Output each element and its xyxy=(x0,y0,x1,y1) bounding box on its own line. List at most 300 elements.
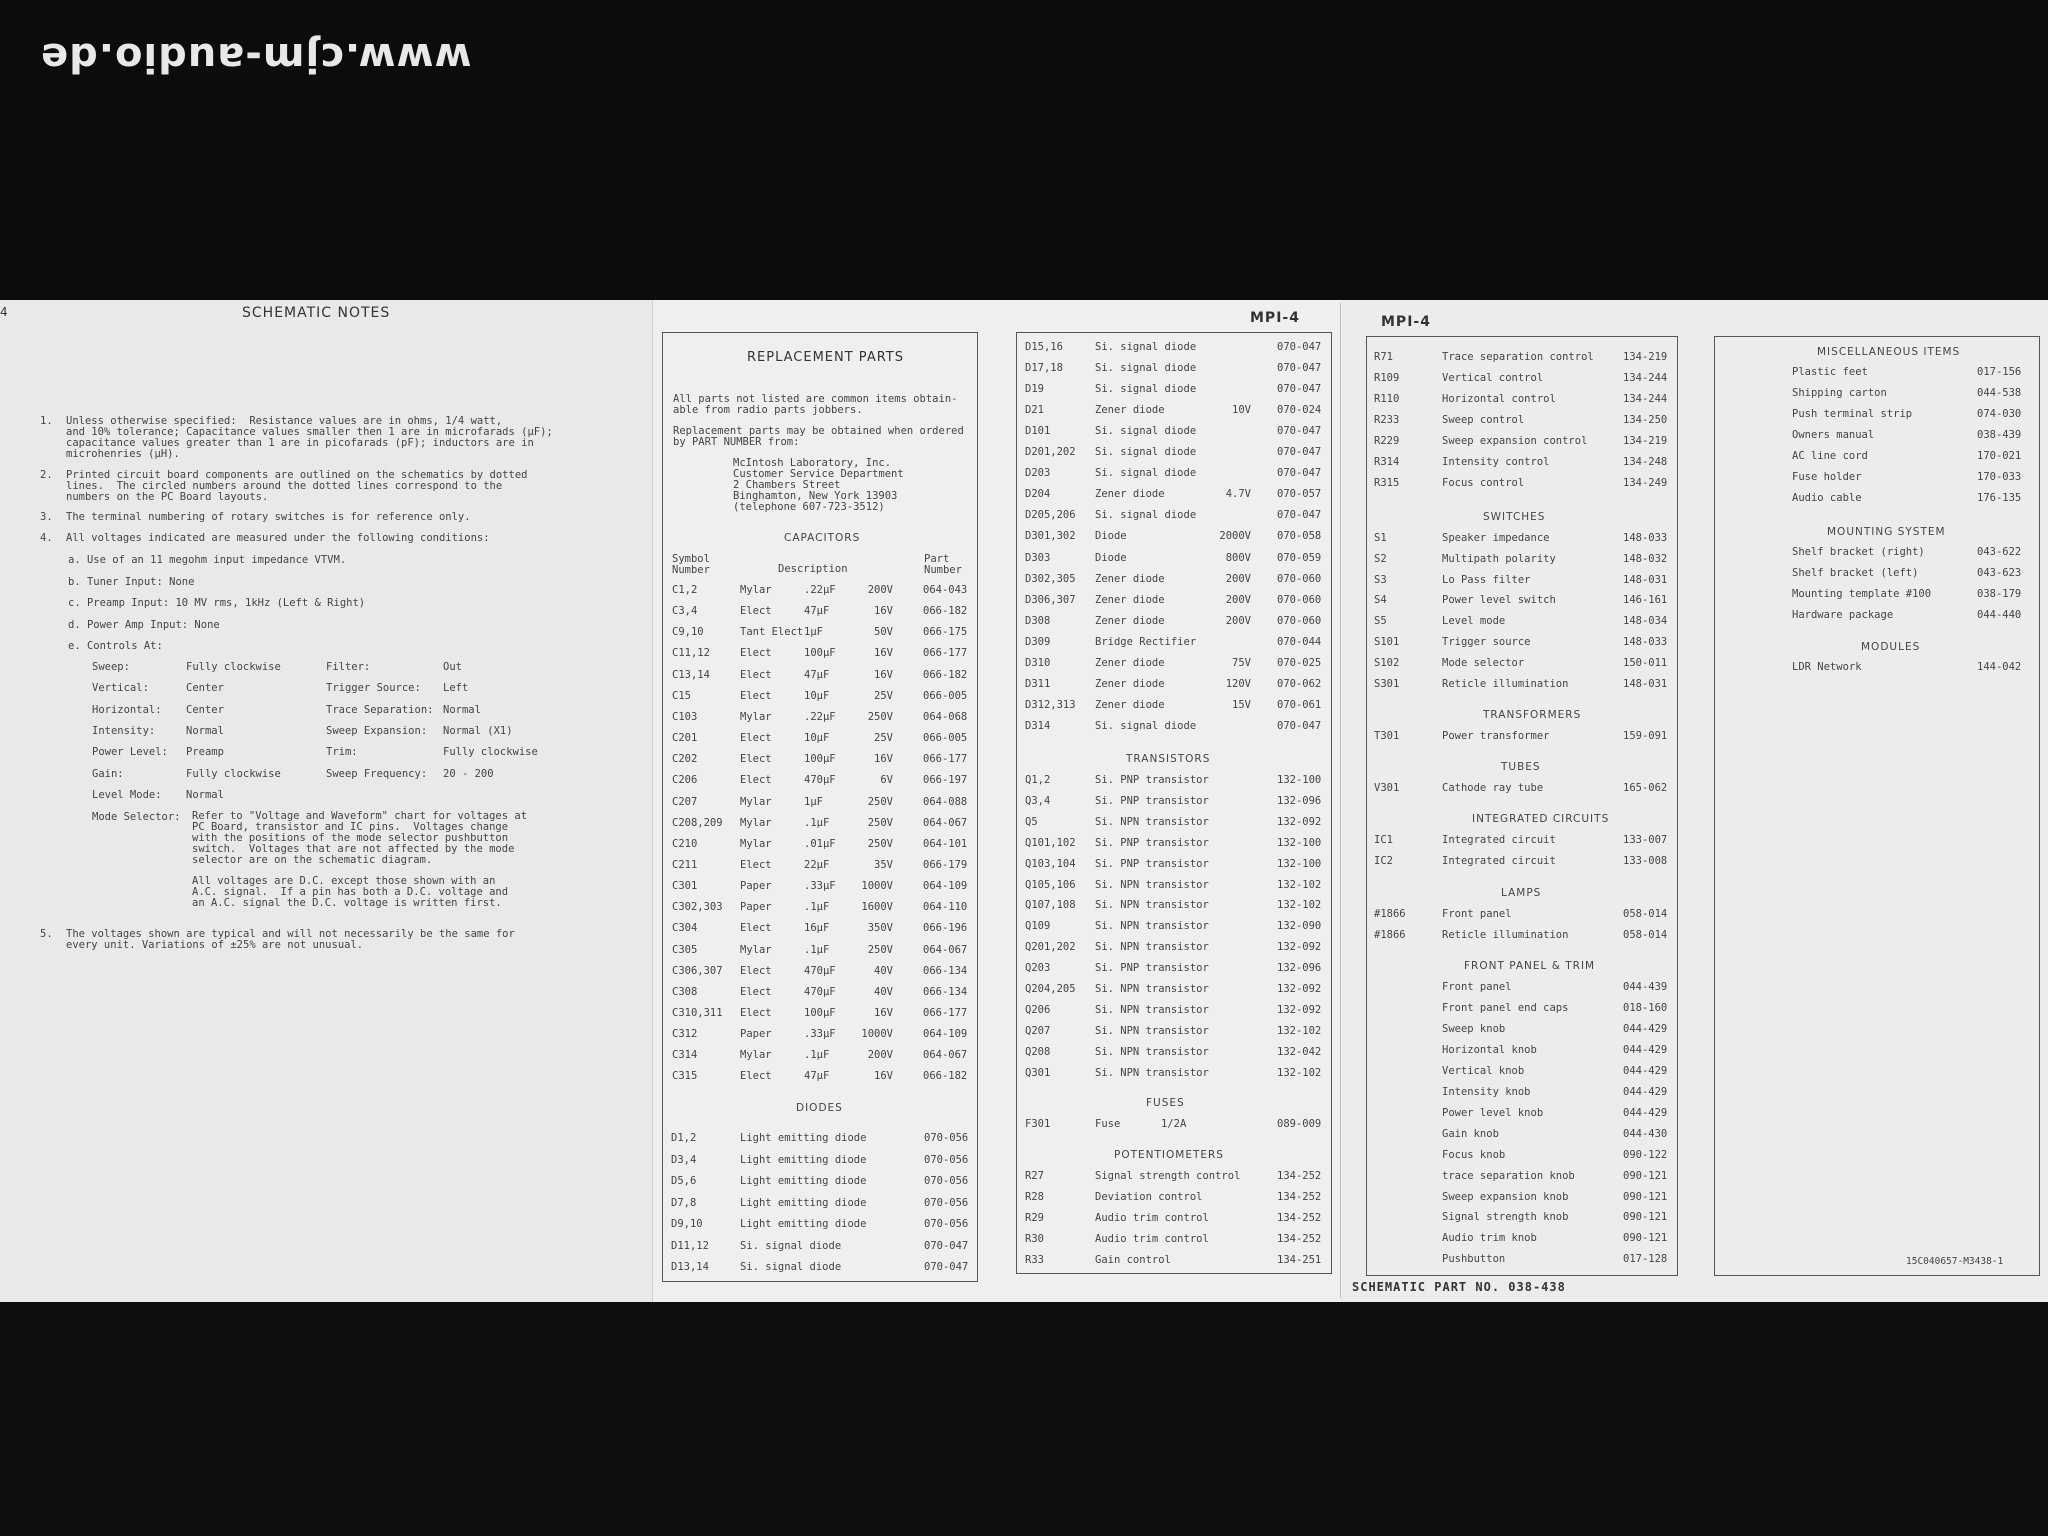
description-cell: Mylar xyxy=(740,584,772,596)
part-number-cell: 132-090 xyxy=(1277,920,1322,933)
part-number-cell: 038-179 xyxy=(1977,588,2022,600)
symbol-cell: Q5 xyxy=(1025,815,1038,828)
symbol-cell: R27 xyxy=(1025,1170,1044,1182)
rating-cell: 250V xyxy=(867,837,893,850)
symbol-cell: S4 xyxy=(1374,594,1387,607)
description-cell: Audio trim control xyxy=(1095,1233,1209,1245)
part-number-cell: 044-429 xyxy=(1623,1085,1668,1098)
replacement-parts-title: REPLACEMENT PARTS xyxy=(747,350,904,365)
description-cell: Reticle illumination xyxy=(1442,929,1569,941)
rating-cell: 16V xyxy=(874,1070,893,1083)
description-cell: Push terminal strip xyxy=(1792,408,1913,420)
part-number-cell: 134-252 xyxy=(1277,1170,1322,1182)
part-number-cell: 132-102 xyxy=(1277,1066,1322,1079)
rating-cell: 1000V xyxy=(861,880,893,893)
note-2: Printed circuit board components are outlined on the schematics by dotted lines. The circled numbers around the dotted lines correspond to the numbers on the PC Board layouts. xyxy=(66,469,528,503)
description-cell: Elect xyxy=(740,922,772,935)
value-cell: 470µF xyxy=(804,774,836,787)
part-number-cell: 043-622 xyxy=(1977,546,2022,558)
rating-cell: 200V xyxy=(1225,593,1251,606)
description-cell: Sweep expansion control xyxy=(1442,435,1588,447)
symbol-cell: R33 xyxy=(1025,1254,1044,1266)
description-cell: Intensity knob xyxy=(1442,1085,1531,1098)
symbol-cell: D13,14 xyxy=(671,1261,709,1273)
description-cell: Zener diode xyxy=(1095,677,1165,690)
part-number-cell: 070-061 xyxy=(1277,698,1322,711)
description-cell: Paper xyxy=(740,901,772,914)
description-cell: Power level switch xyxy=(1442,594,1556,607)
control-setting: Out xyxy=(443,661,462,673)
description-cell: Light emitting diode xyxy=(740,1153,867,1166)
description-cell: Speaker impedance xyxy=(1442,532,1550,544)
part-number-cell: 070-056 xyxy=(924,1218,969,1230)
description-cell: Fuse xyxy=(1095,1118,1121,1130)
symbol-cell: C208,209 xyxy=(672,816,723,829)
part-number-cell: 070-047 xyxy=(1277,719,1322,732)
symbol-cell: C9,10 xyxy=(672,626,704,639)
part-number-cell: 132-102 xyxy=(1277,1024,1322,1037)
condition-c: c. Preamp Input: 10 MV rms, 1kHz (Left & Right) xyxy=(68,597,366,609)
description-cell: Si. signal diode xyxy=(1095,341,1197,353)
value-cell: .1µF xyxy=(804,1049,830,1062)
description-cell: Pushbutton xyxy=(1442,1253,1506,1266)
part-number-cell: 070-047 xyxy=(924,1261,969,1273)
symbol-cell: D314 xyxy=(1025,719,1051,732)
description-cell: Si. NPN transistor xyxy=(1095,815,1209,828)
description-cell: Integrated circuit xyxy=(1442,834,1556,846)
part-number-cell: 066-005 xyxy=(923,689,968,702)
symbol-cell: D9,10 xyxy=(671,1218,703,1230)
symbol-cell: Q101,102 xyxy=(1025,836,1076,849)
part-number-cell: 070-047 xyxy=(924,1239,969,1252)
page-header-mpi4-left: MPI-4 xyxy=(1250,310,1300,326)
symbol-cell: D306,307 xyxy=(1025,593,1076,606)
rating-cell: 16V xyxy=(874,668,893,681)
description-cell: Diode xyxy=(1095,551,1127,564)
part-number-cell: 146-161 xyxy=(1623,594,1668,607)
note-3: The terminal numbering of rotary switches is for reference only. xyxy=(66,511,471,523)
rating-cell: 250V xyxy=(867,710,893,723)
symbol-cell: Q105,106 xyxy=(1025,878,1076,891)
value-cell: 100µF xyxy=(804,647,836,660)
symbol-cell: Q109 xyxy=(1025,920,1051,933)
description-cell: Si. NPN transistor xyxy=(1095,920,1209,933)
part-number-cell: 066-182 xyxy=(923,668,968,681)
description-cell: Level mode xyxy=(1442,615,1506,628)
part-number-cell: 132-042 xyxy=(1277,1045,1322,1058)
symbol-cell: D15,16 xyxy=(1025,341,1063,353)
symbol-cell: F301 xyxy=(1025,1118,1051,1130)
rating-cell: 1000V xyxy=(861,1028,893,1041)
description-cell: Paper xyxy=(740,880,772,893)
part-number-cell: 132-102 xyxy=(1277,899,1322,912)
description-cell: Elect xyxy=(740,732,772,745)
symbol-cell: D7,8 xyxy=(671,1196,697,1209)
part-number-cell: 133-007 xyxy=(1623,834,1668,846)
description-cell: Horizontal control xyxy=(1442,393,1556,405)
description-cell: Si. signal diode xyxy=(1095,362,1197,375)
description-cell: Trigger source xyxy=(1442,636,1531,648)
part-number-cell: 066-179 xyxy=(923,858,968,871)
rating-cell: 16V xyxy=(874,647,893,660)
note-2-number: 2. xyxy=(40,469,53,481)
control-setting: Preamp xyxy=(186,746,224,759)
description-cell: Front panel xyxy=(1442,981,1512,993)
description-cell: Si. signal diode xyxy=(1095,425,1197,438)
symbol-cell: D308 xyxy=(1025,614,1051,627)
symbol-cell: Q107,108 xyxy=(1025,899,1076,912)
modules-heading: MODULES xyxy=(1861,641,1921,653)
description-cell: Fuse holder xyxy=(1792,471,1862,483)
rating-cell: 16V xyxy=(874,1007,893,1019)
symbol-cell: D302,305 xyxy=(1025,572,1076,585)
description-cell: Si. PNP transistor xyxy=(1095,794,1209,807)
part-number-cell: 070-056 xyxy=(924,1153,969,1166)
background-surface xyxy=(0,1302,2048,1536)
value-cell: .1µF xyxy=(804,816,830,829)
description-cell: Multipath polarity xyxy=(1442,552,1556,565)
part-number-cell: 064-067 xyxy=(923,943,968,956)
symbol-cell: R314 xyxy=(1374,456,1400,468)
description-cell: Si. signal diode xyxy=(740,1239,842,1252)
symbol-cell: C301 xyxy=(672,880,698,893)
symbol-cell: C302,303 xyxy=(672,901,723,914)
symbol-cell: C201 xyxy=(672,732,698,745)
symbol-cell: V301 xyxy=(1374,782,1400,794)
symbol-cell: Q103,104 xyxy=(1025,857,1076,870)
symbol-cell: C315 xyxy=(672,1070,698,1083)
schematic-notes-title: SCHEMATIC NOTES xyxy=(242,305,391,321)
part-number-cell: 064-068 xyxy=(923,710,968,723)
description-cell: Elect xyxy=(740,647,772,660)
page-header-mpi4-right: MPI-4 xyxy=(1381,314,1431,330)
description-cell: Signal strength knob xyxy=(1442,1211,1569,1224)
symbol-cell: C312 xyxy=(672,1028,698,1041)
description-cell: Zener diode xyxy=(1095,572,1165,585)
note-1-number: 1. xyxy=(40,415,53,427)
description-cell: Si. NPN transistor xyxy=(1095,1045,1209,1058)
value-cell: 1µF xyxy=(804,626,823,639)
value-cell: 16µF xyxy=(804,922,830,935)
lamps-heading: LAMPS xyxy=(1501,887,1542,899)
part-number-cell: 064-043 xyxy=(923,584,968,596)
symbol-cell: C15 xyxy=(672,689,691,702)
description-cell: Shipping carton xyxy=(1792,387,1887,399)
symbol-cell: C314 xyxy=(672,1049,698,1062)
part-number-cell: 144-042 xyxy=(1977,661,2022,673)
control-name: Horizontal: xyxy=(92,703,162,716)
symbol-cell: Q206 xyxy=(1025,1003,1051,1016)
rating-cell: 6V xyxy=(880,774,893,787)
description-cell: Si. NPN transistor xyxy=(1095,941,1209,954)
description-cell: Elect xyxy=(740,605,772,618)
document-code: 15C040657-M3438-1 xyxy=(1906,1256,2004,1267)
miscellaneous-heading: MISCELLANEOUS ITEMS xyxy=(1817,346,1961,358)
symbol-cell: R109 xyxy=(1374,372,1400,384)
description-cell: Si. signal diode xyxy=(1095,383,1197,396)
switches-heading: SWITCHES xyxy=(1483,511,1546,523)
symbol-cell: R29 xyxy=(1025,1212,1044,1224)
part-number-cell: 064-109 xyxy=(923,1028,968,1041)
symbol-cell: D303 xyxy=(1025,551,1051,564)
note-4-number: 4. xyxy=(40,532,53,544)
description-cell: Si. NPN transistor xyxy=(1095,878,1209,891)
symbol-cell: Q207 xyxy=(1025,1024,1051,1037)
description-cell: Elect xyxy=(740,1007,772,1019)
description-cell: Zener diode xyxy=(1095,656,1165,669)
description-cell: AC line cord xyxy=(1792,450,1868,462)
potentiometers-heading: POTENTIOMETERS xyxy=(1114,1149,1224,1161)
transformers-heading: TRANSFORMERS xyxy=(1483,709,1582,721)
part-number-cell: 134-252 xyxy=(1277,1233,1322,1245)
transistors-heading: TRANSISTORS xyxy=(1126,753,1211,765)
description-cell: Si. PNP transistor xyxy=(1095,836,1209,849)
description-cell: Zener diode xyxy=(1095,404,1165,417)
fuses-heading: FUSES xyxy=(1146,1097,1185,1109)
part-number-cell: 017-156 xyxy=(1977,366,2022,378)
description-cell: Elect xyxy=(740,689,772,702)
description-cell: trace separation knob xyxy=(1442,1169,1575,1182)
part-number-cell: 044-429 xyxy=(1623,1022,1668,1035)
control-name: Trim: xyxy=(326,746,358,759)
rating-cell: 4.7V xyxy=(1225,488,1251,501)
symbol-cell: C202 xyxy=(672,753,698,766)
description-cell: Horizontal knob xyxy=(1442,1043,1537,1056)
description-cell: Deviation control xyxy=(1095,1191,1203,1203)
symbol-cell: S5 xyxy=(1374,615,1387,628)
part-number-cell: 090-121 xyxy=(1623,1169,1668,1182)
symbol-cell: Q203 xyxy=(1025,962,1051,975)
description-cell: Si. PNP transistor xyxy=(1095,857,1209,870)
symbol-cell: Q201,202 xyxy=(1025,941,1076,954)
control-setting: Fully clockwise xyxy=(186,661,281,673)
symbol-cell: D3,4 xyxy=(671,1153,697,1166)
rating-cell: 120V xyxy=(1225,677,1251,690)
part-number-cell: 070-056 xyxy=(924,1132,969,1144)
part-number-cell: 134-248 xyxy=(1623,456,1668,468)
part-number-cell: 134-219 xyxy=(1623,435,1668,447)
symbol-cell: Q208 xyxy=(1025,1045,1051,1058)
control-setting: Fully clockwise xyxy=(186,767,281,780)
rating-cell: 40V xyxy=(874,985,893,998)
value-cell: .1µF xyxy=(804,943,830,956)
rating-cell: 200V xyxy=(867,584,893,596)
symbol-cell: D1,2 xyxy=(671,1132,697,1144)
symbol-cell: C11,12 xyxy=(672,647,710,660)
part-number-cell: 070-057 xyxy=(1277,488,1322,501)
symbol-cell: D203 xyxy=(1025,467,1051,480)
part-number-cell: 070-060 xyxy=(1277,593,1322,606)
part-number-cell: 148-032 xyxy=(1623,552,1668,565)
control-setting: Center xyxy=(186,703,224,716)
description-cell: Cathode ray tube xyxy=(1442,782,1544,794)
part-number-cell: 044-429 xyxy=(1623,1064,1668,1077)
part-number-cell: 132-100 xyxy=(1277,836,1322,849)
part-number-cell: 064-110 xyxy=(923,901,968,914)
value-cell: .22µF xyxy=(804,710,836,723)
part-number-cell: 070-047 xyxy=(1277,446,1322,459)
description-cell: Mylar xyxy=(740,943,772,956)
control-name: Trigger Source: xyxy=(326,682,421,695)
part-number-cell: 070-047 xyxy=(1277,509,1322,522)
part-number-cell: 090-121 xyxy=(1623,1232,1668,1245)
control-name: Sweep Frequency: xyxy=(326,767,428,780)
value-cell: 10µF xyxy=(804,689,830,702)
part-number-cell: 058-014 xyxy=(1623,908,1668,920)
value-cell: 47µF xyxy=(804,605,830,618)
header-symbol-number: Symbol Number xyxy=(672,553,710,576)
description-cell: Si. signal diode xyxy=(1095,446,1197,459)
symbol-cell: C306,307 xyxy=(672,964,723,977)
part-number-cell: 070-056 xyxy=(924,1175,969,1187)
part-number-cell: 133-008 xyxy=(1623,855,1668,867)
description-cell: Elect xyxy=(740,985,772,998)
note-1: Unless otherwise specified: Resistance values are in ohms, 1/4 watt, and 10% tolerance; Capacitance values smaller then 1 are in microfarads (µF); capacitance values greater than 1 are in picofarads (pF); inductors are in microhenries (µH). xyxy=(66,415,553,460)
control-name: Level Mode: xyxy=(92,788,162,801)
description-cell: Si. signal diode xyxy=(1095,719,1197,732)
control-setting: Normal xyxy=(186,788,224,801)
description-cell: Light emitting diode xyxy=(740,1196,867,1209)
symbol-cell: Q1,2 xyxy=(1025,774,1051,786)
part-number-cell: 066-177 xyxy=(923,647,968,660)
part-number-cell: 165-062 xyxy=(1623,782,1668,794)
description-cell: Light emitting diode xyxy=(740,1218,867,1230)
rating-cell: 25V xyxy=(874,689,893,702)
symbol-cell: D11,12 xyxy=(671,1239,709,1252)
description-cell: Light emitting diode xyxy=(740,1132,867,1144)
description-cell: Elect xyxy=(740,753,772,766)
rating-cell: 50V xyxy=(874,626,893,639)
part-number-cell: 134-219 xyxy=(1623,351,1668,363)
description-cell: Mounting template #100 xyxy=(1792,588,1932,600)
description-cell: Sweep expansion knob xyxy=(1442,1190,1569,1203)
part-number-cell: 150-011 xyxy=(1623,656,1668,669)
control-name: Sweep: xyxy=(92,661,130,673)
part-number-cell: 132-092 xyxy=(1277,1003,1322,1016)
rating-cell: 16V xyxy=(874,605,893,618)
control-setting: Center xyxy=(186,682,224,695)
rating-cell: 800V xyxy=(1225,551,1251,564)
condition-b: b. Tuner Input: None xyxy=(68,576,195,588)
part-number-cell: 066-134 xyxy=(923,985,968,998)
part-number-cell: 064-109 xyxy=(923,880,968,893)
value-cell: 22µF xyxy=(804,858,830,871)
control-name: Gain: xyxy=(92,767,124,780)
description-cell: Vertical knob xyxy=(1442,1064,1525,1077)
symbol-cell: D5,6 xyxy=(671,1175,697,1187)
description-cell: LDR Network xyxy=(1792,661,1862,673)
part-number-cell: 018-160 xyxy=(1623,1001,1668,1014)
note-5-number: 5. xyxy=(40,928,53,940)
symbol-cell: R71 xyxy=(1374,351,1393,363)
part-number-cell: 044-429 xyxy=(1623,1106,1668,1119)
description-cell: Elect xyxy=(740,1070,772,1083)
description-cell: Owners manual xyxy=(1792,429,1875,441)
part-number-cell: 170-033 xyxy=(1977,471,2022,483)
part-number-cell: 070-062 xyxy=(1277,677,1322,690)
symbol-cell: S301 xyxy=(1374,677,1400,690)
description-cell: Sweep knob xyxy=(1442,1022,1506,1035)
symbol-cell: C305 xyxy=(672,943,698,956)
condition-a: a. Use of an 11 megohm input impedance VTVM. xyxy=(68,554,347,566)
value-cell: .33µF xyxy=(804,1028,836,1041)
value-cell: 1µF xyxy=(804,795,823,808)
rating-cell: 200V xyxy=(1225,614,1251,627)
part-number-cell: 148-031 xyxy=(1623,677,1668,690)
symbol-cell: S2 xyxy=(1374,552,1387,565)
integrated-circuits-heading: INTEGRATED CIRCUITS xyxy=(1472,813,1610,825)
symbol-cell: D201,202 xyxy=(1025,446,1076,459)
mode-selector-note: Refer to "Voltage and Waveform" chart for voltages at PC Board, transistor and IC pins. Voltages change with the positions of the mode selector pushbutton switch. Voltages that are not affected by the mode selector are on the schematic diagram. xyxy=(192,810,528,866)
control-name: Trace Separation: xyxy=(326,703,434,716)
description-cell: Signal strength control xyxy=(1095,1170,1241,1182)
part-number-cell: 134-252 xyxy=(1277,1191,1322,1203)
part-number-cell: 038-439 xyxy=(1977,429,2022,441)
replacement-intro-2: Replacement parts may be obtained when ordered by PART NUMBER from: xyxy=(673,425,964,448)
part-number-cell: 070-047 xyxy=(1277,362,1322,375)
part-number-cell: 066-182 xyxy=(923,605,968,618)
mounting-system-heading: MOUNTING SYSTEM xyxy=(1827,526,1946,538)
description-cell: Mylar xyxy=(740,710,772,723)
part-number-cell: 064-067 xyxy=(923,816,968,829)
description-cell: Diode xyxy=(1095,530,1127,543)
part-number-cell: 058-014 xyxy=(1623,929,1668,941)
part-number-cell: 044-430 xyxy=(1623,1127,1668,1140)
part-number-cell: 132-096 xyxy=(1277,794,1322,807)
part-number-cell: 064-067 xyxy=(923,1049,968,1062)
description-cell: Mode selector xyxy=(1442,656,1525,669)
description-cell: Gain control xyxy=(1095,1254,1171,1266)
rating-cell: 40V xyxy=(874,964,893,977)
description-cell: Elect xyxy=(740,774,772,787)
mode-selector-key: Mode Selector: xyxy=(92,811,181,823)
part-number-cell: 070-044 xyxy=(1277,635,1322,648)
control-setting: Left xyxy=(443,682,469,695)
company-address: McIntosh Laboratory, Inc. Customer Service Department 2 Chambers Street Binghamton, New York 13903 (telephone 607-723-3512) xyxy=(733,457,904,513)
rating-cell: 15V xyxy=(1232,698,1251,711)
part-number-cell: 159-091 xyxy=(1623,730,1668,742)
value-cell: 100µF xyxy=(804,753,836,766)
symbol-cell: D312,313 xyxy=(1025,698,1076,711)
capacitors-heading: CAPACITORS xyxy=(784,532,861,544)
part-number-cell: 070-060 xyxy=(1277,572,1322,585)
control-setting: Fully clockwise xyxy=(443,746,538,759)
control-setting: Normal xyxy=(443,703,481,716)
part-number-cell: 089-009 xyxy=(1277,1118,1322,1130)
part-number-cell: 066-177 xyxy=(923,1007,968,1019)
symbol-cell: C207 xyxy=(672,795,698,808)
symbol-cell: Q301 xyxy=(1025,1066,1051,1079)
description-cell: Power transformer xyxy=(1442,730,1550,742)
rating-cell: 250V xyxy=(867,795,893,808)
symbol-cell: S102 xyxy=(1374,656,1400,669)
value-cell: 470µF xyxy=(804,964,836,977)
value-cell: 10µF xyxy=(804,732,830,745)
part-number-cell: 132-092 xyxy=(1277,983,1322,995)
symbol-cell: D309 xyxy=(1025,635,1051,648)
part-number-cell: 134-251 xyxy=(1277,1254,1322,1266)
part-number-cell: 070-025 xyxy=(1277,656,1322,669)
description-cell: Shelf bracket (right) xyxy=(1792,546,1925,558)
symbol-cell: D204 xyxy=(1025,488,1051,501)
description-cell: Audio trim knob xyxy=(1442,1232,1537,1245)
header-description: Description xyxy=(778,563,848,575)
rating-cell: 10V xyxy=(1232,404,1251,417)
description-cell: Shelf bracket (left) xyxy=(1792,567,1919,579)
description-cell: Si. signal diode xyxy=(1095,509,1197,522)
description-cell: Front panel end caps xyxy=(1442,1001,1569,1014)
description-cell: Si. NPN transistor xyxy=(1095,983,1209,995)
